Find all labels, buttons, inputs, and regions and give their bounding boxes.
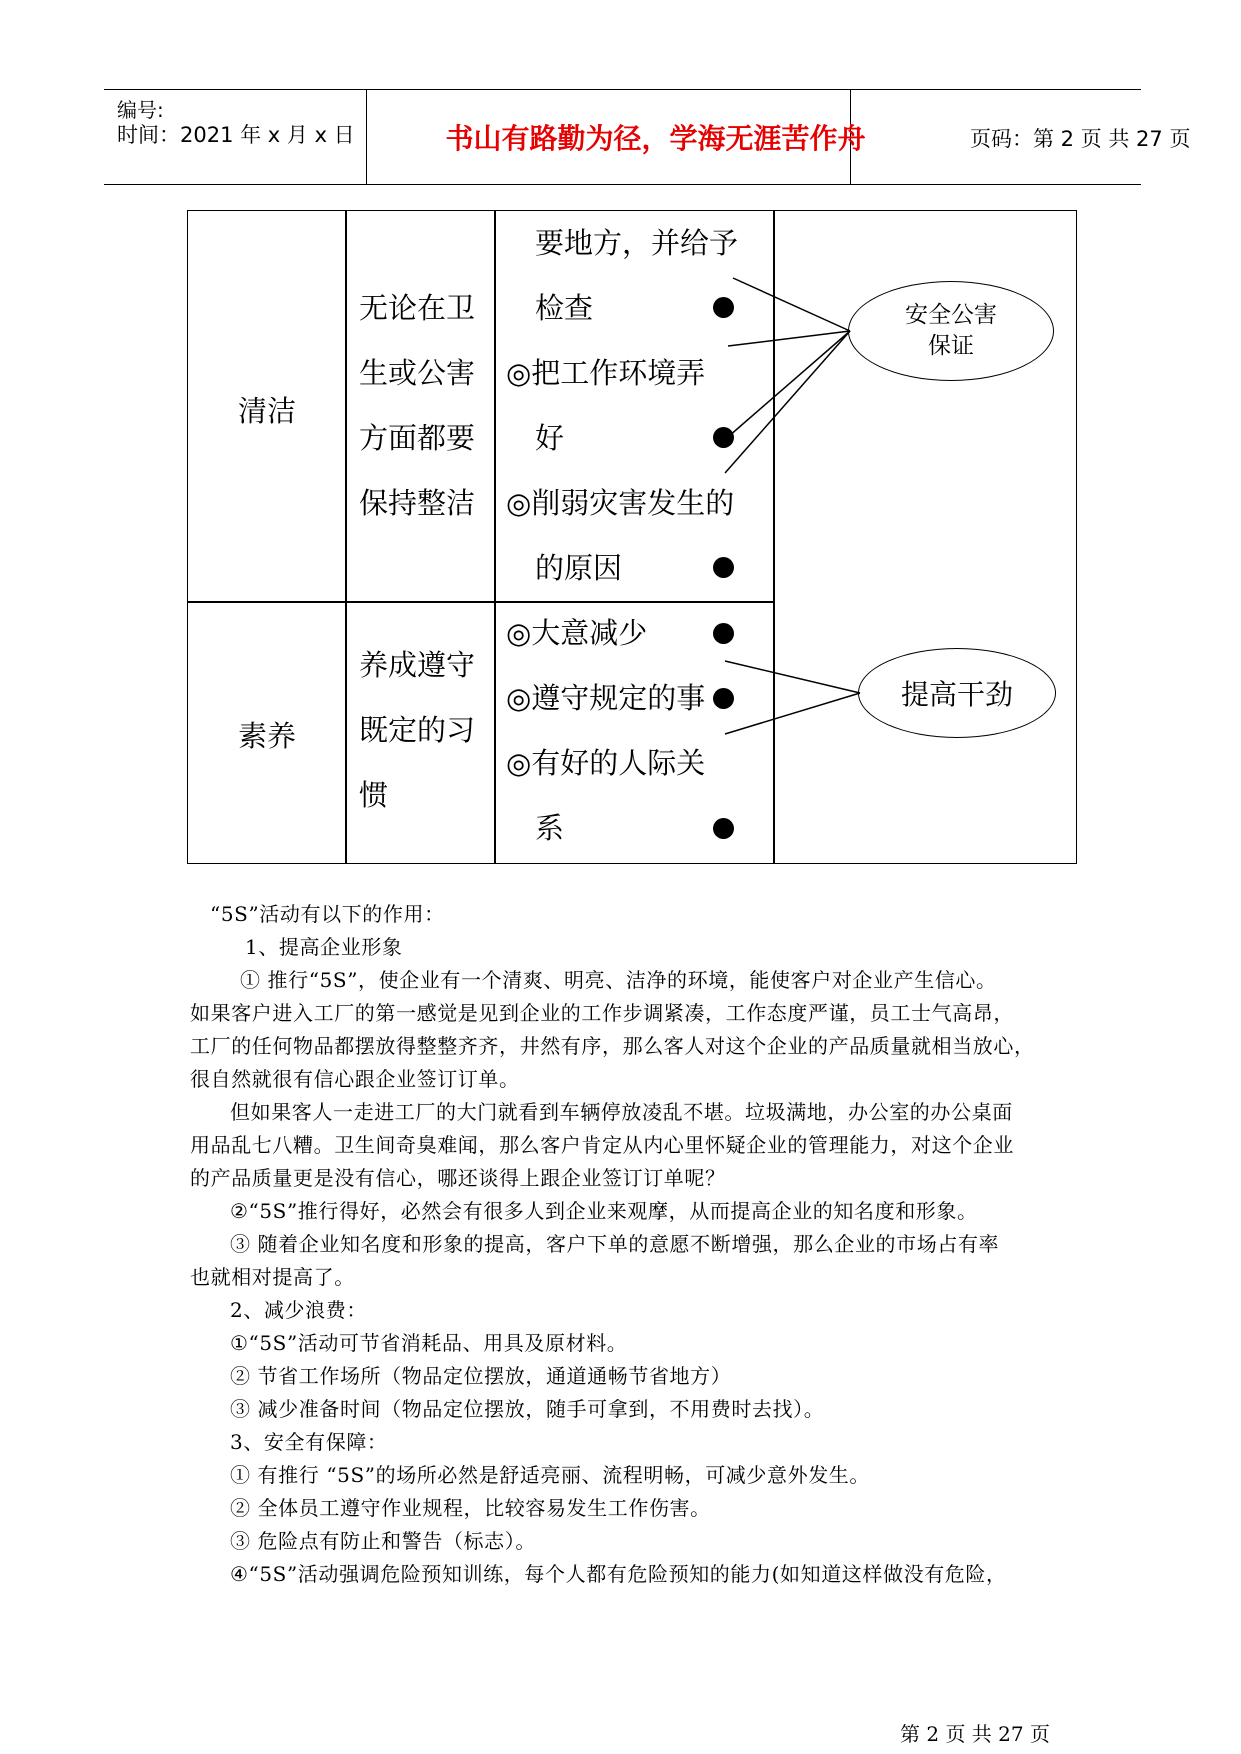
section-heading: 3、安全有保障： <box>230 1430 388 1454</box>
row-definition-line: 生或公害 <box>359 356 476 390</box>
page-footer: 第 2 页 共 27 页 <box>900 1722 1050 1746</box>
paragraph-line: 但如果客人一走进工厂的大门就看到车辆停放凌乱不堪。垃圾满地，办公室的办公桌面 <box>230 1100 1013 1124</box>
row-effect-line: ◎削弱灾害发生的 <box>506 486 735 520</box>
paragraph-line: “5S”活动有以下的作用： <box>210 902 445 926</box>
header-motto: 书山有路勤为径，学海无涯苦作舟 <box>445 122 866 155</box>
row-effect-line: ◎遵守规定的事 <box>506 681 706 715</box>
paragraph-line: 很自然就很有信心跟企业签订订单。 <box>190 1067 520 1091</box>
section-heading: 2、减少浪费： <box>230 1298 367 1322</box>
row-definition-line: 无论在卫 <box>359 291 476 325</box>
row-definition-line: 方面都要 <box>359 421 476 455</box>
connector-line <box>733 278 850 331</box>
paragraph-line: 如果客户进入工厂的第一感觉是见到企业的工作步调紧凑，工作态度严谨，员工士气高昂， <box>190 1001 1014 1025</box>
paragraph-line: 的产品质量更是没有信心，哪还谈得上跟企业签订订单呢？ <box>190 1166 726 1190</box>
row-effect-line: ◎把工作环境弄 <box>506 356 706 390</box>
result-text: 提高干劲 <box>900 678 1013 711</box>
paragraph-line: ③ 减少准备时间（物品定位摆放，随手可拿到，不用费时去找）。 <box>230 1397 825 1421</box>
row-effect-line: 的原因 <box>535 551 623 585</box>
page-header <box>104 89 1191 185</box>
paragraph-line: 工厂的任何物品都摆放得整整齐齐，井然有序，那么客人对这个企业的产品质量就相当放心， <box>190 1034 1035 1058</box>
paragraph-line: ③ 危险点有防止和警告（标志）。 <box>230 1529 536 1553</box>
connector-line <box>728 331 850 346</box>
row-effect-line: 好 <box>535 421 565 455</box>
connector-line <box>725 661 860 693</box>
document-date-label: 时间：2021 年 x 月 x 日 <box>117 123 355 147</box>
paragraph-line: 也就相对提高了。 <box>190 1265 355 1289</box>
connector-line <box>725 331 850 473</box>
row-effect-line: ◎有好的人际关 <box>506 746 706 780</box>
paragraph-line: ②“5S”推行得好，必然会有很多人到企业来观摩，从而提高企业的知名度和形象。 <box>230 1199 978 1223</box>
connector-line <box>721 331 850 443</box>
paragraph-line: ① 有推行 “5S”的场所必然是舒适亮丽、流程明畅，可减少意外发生。 <box>230 1463 870 1487</box>
row-definition-line: 惯 <box>359 778 389 812</box>
row-effect-line: 系 <box>535 811 565 845</box>
document-number-label: 编号: <box>117 98 164 122</box>
row-definition-line: 保持整洁 <box>359 486 476 520</box>
paragraph-line: ④“5S”活动强调危险预知训练，每个人都有危险预知的能力(如知道这样做没有危险， <box>230 1562 1007 1586</box>
paragraph-line: ② 节省工作场所（物品定位摆放，通道通畅节省地方） <box>230 1364 732 1388</box>
row-definition-line: 既定的习 <box>359 713 476 747</box>
connector-line <box>725 693 860 734</box>
paragraph-line: ③ 随着企业知名度和形象的提高，客户下单的意愿不断增强，那么企业的市场占有率 <box>230 1232 1000 1256</box>
section-heading: 1、提高企业形象 <box>245 935 403 959</box>
row-definition-line: 养成遵守 <box>359 648 476 682</box>
result-text: 安全公害 <box>905 302 997 328</box>
header-page-label: 页码：第 2 页 共 27 页 <box>970 127 1191 151</box>
paragraph-line: 用品乱七八糟。卫生间奇臭难闻，那么客户肯定从内心里怀疑企业的管理能力，对这个企业 <box>190 1133 1014 1157</box>
row-name: 素养 <box>238 719 297 753</box>
five-s-table <box>187 210 1077 864</box>
paragraph-line: ② 全体员工遵守作业规程，比较容易发生工作伤害。 <box>230 1496 711 1520</box>
row-effect-line: ◎大意减少 <box>506 616 648 650</box>
result-ellipse <box>848 281 1054 381</box>
paragraph-line: ①“5S”活动可节省消耗品、用具及原材料。 <box>230 1331 628 1355</box>
row-effect-line: 要地方，并给予 <box>535 226 739 260</box>
result-text: 保证 <box>928 333 974 359</box>
row-name: 清洁 <box>238 394 297 428</box>
row-effect-line: 检查 <box>535 291 594 325</box>
result-ellipse <box>858 648 1056 738</box>
paragraph-line: ① 推行“5S”，使企业有一个清爽、明亮、洁净的环境，能使客户对企业产生信心。 <box>240 968 997 992</box>
